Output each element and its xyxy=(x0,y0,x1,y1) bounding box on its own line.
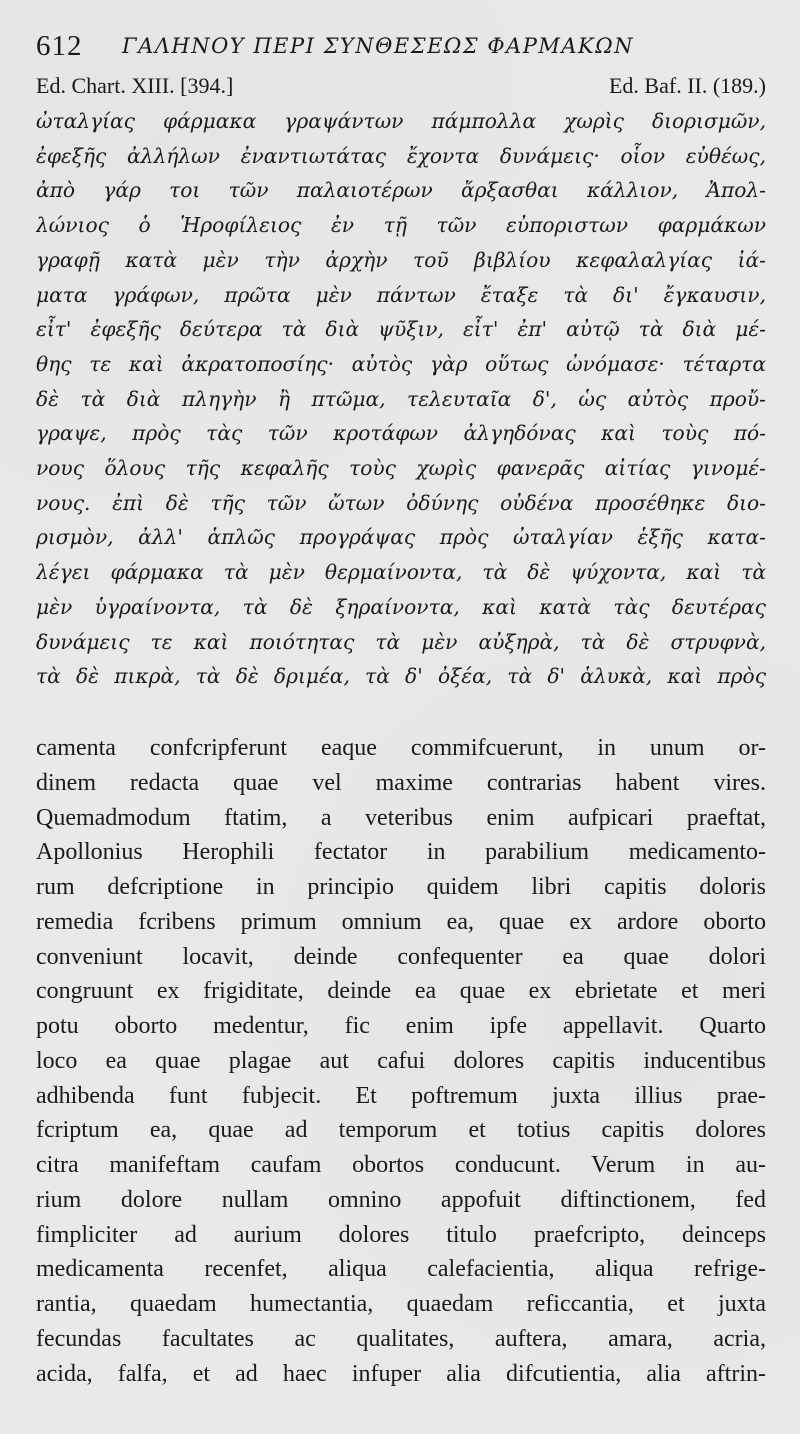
latin-line: Apollonius Herophili fectator in parabilium medicamento- xyxy=(36,839,766,866)
greek-line: γραψε, πρὸς τὰς τῶν κροτάφων ἀλγηδόνας καὶ τοὺς πό- xyxy=(36,421,766,446)
greek-line: εἶτ' ἐφεξῆς δεύτερα τὰ διὰ ψῦξιν, εἶτ' ἐπ' αὐτῷ τὰ διὰ μέ- xyxy=(36,317,766,342)
latin-line: Quemadmodum ftatim, a veteribus enim aufpicari praeftat, xyxy=(36,804,766,831)
greek-line: δυνάμεις τε καὶ ποιότητας τὰ μὲν αὐξηρὰ, τὰ δὲ στρυφνὰ, xyxy=(36,629,766,654)
greek-line: ρισμὸν, ἀλλ' ἁπλῶς προγράψας πρὸς ὠταλγίαν ἑξῆς κατα- xyxy=(36,525,766,550)
greek-line: ματα γράφων, πρῶτα μὲν πάντων ἔταξε τὰ δι' ἔγκαυσιν, xyxy=(36,282,766,307)
latin-line: fcriptum ea, quae ad temporum et totius capitis dolores xyxy=(36,1117,766,1144)
edition-reference-line xyxy=(36,73,766,103)
greek-line: θης τε καὶ ἀκρατοποσίης· αὐτὸς γὰρ οὕτως ὠνόμασε· τέταρτα xyxy=(36,351,766,376)
greek-line: ὠταλγίας φάρμακα γραψάντων πάμπολλα χωρὶς διορισμῶν, xyxy=(36,109,766,133)
latin-line: fecundas facultates ac qualitates, auftera, amara, acria, xyxy=(36,1325,766,1352)
latin-line: medicamenta recenfet, aliqua calefacientia, aliqua refrige- xyxy=(36,1256,766,1283)
latin-line: congruunt ex frigiditate, deinde ea quae ex ebrietate et meri xyxy=(36,978,766,1005)
latin-line: rantia, quaedam humectantia, quaedam reficcantia, et juxta xyxy=(36,1291,766,1317)
latin-line: acida, falfa, et ad haec infuper alia difcutientia, alia aftrin- xyxy=(36,1360,766,1387)
greek-line: λώνιος ὁ Ἡροφίλειος ἐν τῇ τῶν εὐποριστων φαρμάκων xyxy=(36,213,766,238)
greek-line: δὲ τὰ διὰ πληγὴν ἢ πτῶμα, τελευταῖα δ', ὡς αὐτὸς προὔ- xyxy=(36,386,766,411)
latin-line: fimpliciter ad aurium dolores titulo praefcripto, deinceps xyxy=(36,1221,766,1248)
greek-line: ἐφεξῆς ἀλλήλων ἐναντιωτάτας ἔχοντα δυνάμεις· οἷον εὐθέως, xyxy=(36,143,766,168)
edition-basel-reference: Ed. Baf. II. (189.) xyxy=(608,73,766,98)
greek-line: τὰ δὲ πικρὰ, τὰ δὲ δριμέα, τὰ δ' ὀξέα, τὰ δ' ἁλυκὰ, καὶ πρὸς xyxy=(36,664,766,689)
latin-line: adhibenda funt fubjecit. Et poftremum juxta illius prae- xyxy=(36,1082,766,1109)
latin-line: rium dolore nullam omnino appofuit diftinctionem, fed xyxy=(36,1186,766,1213)
running-title: ΓΑΛΗΝΟΥ ΠΕΡΙ ΣΥΝΘΕΣΕΩΣ ΦΑΡΜΑΚΩΝ xyxy=(122,34,634,58)
greek-line: μὲν ὑγραίνοντα, τὰ δὲ ξηραίνοντα, καὶ κατὰ τὰς δευτέρας xyxy=(36,594,766,619)
greek-line: γραφῇ κατὰ μὲν τὴν ἀρχὴν τοῦ βιβλίου κεφαλαλγίας ἰά- xyxy=(36,247,766,272)
latin-text-column xyxy=(36,731,766,1391)
latin-line: conveniunt locavit, deinde confequenter ea quae dolori xyxy=(36,943,766,970)
greek-line: ἀπὸ γάρ τοι τῶν παλαιοτέρων ἄρξασθαι κάλλιον, Ἀπολ- xyxy=(36,178,766,203)
latin-line: loco ea quae plagae aut cafui dolores capitis inducentibus xyxy=(36,1047,766,1074)
latin-line: potu oborto medentur, fic enim ipfe appellavit. Quarto xyxy=(36,1013,766,1039)
latin-line: rum defcriptione in principio quidem libri capitis doloris xyxy=(36,874,766,900)
latin-line: dinem redacta quae vel maxime contrarias habent vires. xyxy=(36,769,766,796)
greek-text-column xyxy=(36,104,766,694)
latin-line: citra manifeftam caufam obortos conducunt. Verum in au- xyxy=(36,1152,766,1178)
latin-line: remedia fcribens primum omnium ea, quae ex ardore oborto xyxy=(36,908,766,935)
greek-line: νους. ἐπὶ δὲ τῆς τῶν ὤτων ὀδύνης οὐδένα προσέθηκε διο- xyxy=(36,490,766,515)
edition-chartier-reference: Ed. Chart. XIII. [394.] xyxy=(36,73,234,98)
page-number: 612 xyxy=(36,30,83,62)
running-head xyxy=(36,26,766,66)
greek-line: νους ὅλους τῆς κεφαλῆς τοὺς χωρὶς φανερᾶς αἰτίας γινομέ- xyxy=(36,456,766,481)
greek-line: λέγει φάρμακα τὰ μὲν θερμαίνοντα, τὰ δὲ ψύχοντα, καὶ τὰ xyxy=(36,560,766,585)
latin-line: camenta confcripferunt eaque commifcuerunt, in unum or- xyxy=(36,735,766,761)
